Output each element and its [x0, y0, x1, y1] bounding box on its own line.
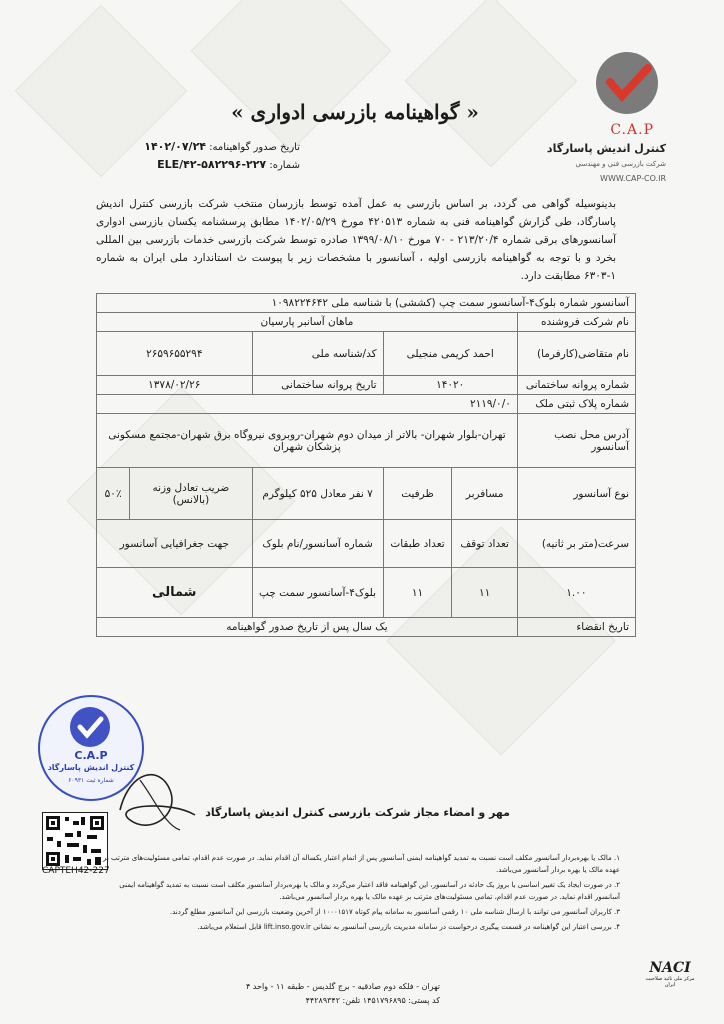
capacity-label: ظرفیت — [383, 468, 452, 520]
certificate-meta — [100, 138, 300, 174]
permit-date-label: تاریخ پروانه ساختمانی — [252, 376, 383, 395]
address-line: تهران - فلکه دوم صادقیه - برج گلدیس - طبقه ۱۱ - واحد ۴ — [245, 982, 440, 991]
company-address — [180, 980, 440, 1008]
direction-value: شمالی — [97, 568, 253, 618]
address-value: تهران-بلوار شهران- بالاتر از میدان دوم شهران-روبروی نیروگاه برق شهران-مجتمع مسکونی پزشکان شهران — [97, 414, 518, 468]
stops-value: ۱۱ — [452, 568, 517, 618]
note-item: ۳. کاربران آسانسور می توانند با ارسال شناسه ملی ۱۰ رقمی آسانسور به سامانه پیام کوتاه ۱۰۰۰۱۵۱۷ از آخرین وضعیت بازرسی این آسانسور مطلع گردند. — [169, 908, 620, 916]
national-id-label: کد/شناسه ملی — [252, 332, 383, 376]
issue-date: ۱۴۰۲/۰۷/۲۴ — [144, 140, 206, 153]
speed-label: سرعت(متر بر ثانیه) — [517, 520, 635, 568]
block-value: بلوک۴-آسانسور سمت چپ — [252, 568, 383, 618]
notes-list — [100, 852, 620, 936]
issue-date-label: تاریخ صدور گواهینامه: — [209, 142, 300, 153]
floors-value: ۱۱ — [383, 568, 452, 618]
seal-reg: شماره ثبت ۶۰۹۳۱ — [68, 777, 114, 784]
watermark-shape — [191, 0, 392, 151]
speed-value: ۱.۰۰ — [517, 568, 635, 618]
naci-abbr: NACI — [649, 960, 691, 976]
plate-value: ۲۱۱۹/۰/۰ — [97, 395, 518, 414]
applicant-value: احمد کریمی منجیلی — [383, 332, 517, 376]
seal-name: کنترل اندیش پاسارگاد — [47, 763, 135, 772]
expiry-label: تاریخ انقضاء — [517, 618, 635, 637]
national-id-value: ۲۶۵۹۶۵۵۲۹۴ — [97, 332, 253, 376]
balance-value: ۵۰٪ — [97, 468, 130, 520]
permit-date-value: ۱۳۷۸/۰۲/۲۶ — [97, 376, 253, 395]
certificate-number: ELE/۴۲-۵۸۲۲۹۶-۲۲۷ — [157, 158, 267, 171]
address-line: کد پستی: ۱۴۵۱۷۹۶۸۹۵ تلفن: ۴۴۲۸۹۳۴۲ — [305, 996, 440, 1005]
address-label: آدرس محل نصب آسانسور — [517, 414, 635, 468]
signature-caption: مهر و امضاء مجاز شرکت بازرسی کنترل اندیش پاسارگاد — [205, 806, 510, 819]
seal-abbr: C.A.P — [74, 749, 108, 762]
logo-name: کنترل اندیش پاسارگاد — [546, 142, 666, 155]
block-label: شماره آسانسور/نام بلوک — [252, 520, 383, 568]
qr-code-icon — [42, 812, 108, 870]
note-item: ۲. در صورت ایجاد یک تغییر اساسی یا بروز یک حادثه در آسانسور، این گواهینامه فاقد اعتبار می‌گردد و مالک یا بهره‌بردار آسانسور مکلف است نسبت به تمدید گواهینامه ایمنی آسانسور اقدام نماید. در صورت عدم اقدام، تمامی مسئولیت‌های مترتب بر عهده مالک یا بهره بردار آسانسور می‌باشد. — [119, 881, 620, 901]
note-item: ۴. بررسی اعتبار این گواهینامه در قسمت پیگیری درخواست در سامانه مدیریت بازرسی آسانسور به نشانی lift.inso.gov.ir قابل استعلام می‌باشد. — [197, 923, 620, 931]
number-label: شماره: — [269, 160, 300, 171]
stops-label: تعداد توقف — [452, 520, 517, 568]
type-label: نوع آسانسور — [517, 468, 635, 520]
logo-abbr: C.A.P — [610, 122, 654, 138]
seal-check-icon — [70, 707, 110, 747]
capacity-value: ۷ نفر معادل ۵۲۵ کیلوگرم — [252, 468, 383, 520]
floors-label: تعداد طبقات — [383, 520, 452, 568]
certificate-table — [96, 293, 636, 637]
balance-label: ضریب تعادل وزنه (بالانس) — [130, 468, 252, 520]
permit-no-label: شماره پروانه ساختمانی — [517, 376, 635, 395]
note-item: ۱. مالک یا بهره‌بردار آسانسور مکلف است نسبت به تمدید گواهینامه ایمنی آسانسور پس از اتمام اعتبار یکساله آن اقدام نماید. در صورت عدم اقدام، تمامی مسئولیت‌های مترتب بر عهده مالک یا بهره بردار آسانسور می‌باشد. — [102, 854, 620, 874]
qr-id: CAPTEH42-227 — [42, 866, 110, 876]
direction-label: جهت جغرافیایی آسانسور — [97, 520, 253, 568]
seller-value: ماهان آسانبر پارسیان — [97, 313, 518, 332]
expiry-value: یک سال پس از تاریخ صدور گواهینامه — [97, 618, 518, 637]
permit-no-value: ۱۴۰۲۰ — [383, 376, 517, 395]
logo-url: WWW.CAP-CO.IR — [600, 174, 666, 183]
intro-paragraph: بدینوسیله گواهی می گردد، بر اساس بازرسی به عمل آمده توسط بازرسان منتخب شرکت بازرسی کنترل اندیش پاسارگاد، طی گزارش گواهینامه فنی به شماره ۴۲۰۵۱۳ مورخ ۱۴۰۲/۰۵/۲۹ مطابق پرسشنامه یکسان بازرسی ادواری آسانسورهای برقی شماره ۲۱۳/۲۰/۴ - ۷۰ مورخ ۱۳۹۹/۰۸/۱۰ صادره توسط شرکت بازرسی خدمات بازرسی بین المللی بخرد و با توجه به گواهینامه بازرسی اولیه ، آسانسور با مشخصات زیر با پیوست ث استاندارد ملی ایران به شماره ۱-۶۳۰۳ مطابقت دارد. — [96, 198, 616, 282]
naci-logo-icon — [640, 960, 700, 1000]
seller-label: نام شرکت فروشنده — [517, 313, 635, 332]
type-value: مسافربر — [452, 468, 517, 520]
plate-label: شماره پلاک ثبتی ملک — [517, 395, 635, 414]
cap-logo-icon — [596, 52, 658, 114]
logo-tagline: شرکت بازرسی فنی و مهندسی — [575, 160, 666, 168]
signature-icon — [110, 760, 200, 840]
table-heading: آسانسور شماره بلوک۴-آسانسور سمت چپ (کششی) با شناسه ملی ۱۰۹۸۲۲۴۶۴۲ — [97, 294, 636, 313]
applicant-label: نام متقاضی(کارفرما) — [517, 332, 635, 376]
naci-sub: مرکز ملی تائید صلاحیت ایران — [645, 976, 695, 988]
page-title: « گواهینامه بازرسی ادواری » — [231, 100, 479, 124]
